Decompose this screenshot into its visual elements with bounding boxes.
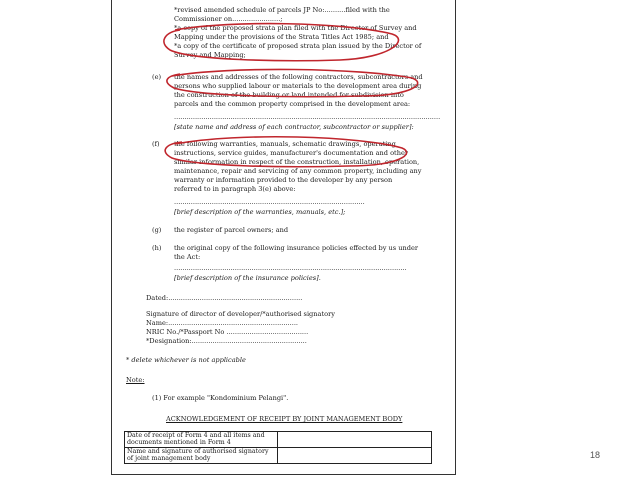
doc-line: persons who supplied labour or materials to the development area during xyxy=(174,82,422,90)
document-page xyxy=(111,0,456,475)
doc-line: similar information in respect of the construction, installation, operation, xyxy=(174,158,420,166)
doc-line: the construction of the building or land intended for subdivision into xyxy=(174,91,404,99)
doc-line: the register of parcel owners; and xyxy=(174,226,289,234)
doc-line: Mapping under the provisions of the Strata Titles Act 1985; and xyxy=(174,33,389,41)
table-row xyxy=(125,432,432,448)
item-label-f: (f) xyxy=(152,140,160,148)
doc-line: *a copy of the proposed strata plan filed with the Director of Survey and xyxy=(174,24,417,32)
page-number: 18 xyxy=(590,450,601,460)
table-cell-value xyxy=(278,432,432,448)
dotted-line: ............................................................................................................................... xyxy=(174,113,441,121)
note-item: (1) For example "Kondominium Pelangi". xyxy=(152,394,289,402)
bracket-note: [brief description of the insurance policies]. xyxy=(174,274,321,282)
item-label-g: (g) xyxy=(152,226,162,234)
doc-line: the original copy of the following insurance policies effected by us under xyxy=(174,244,419,252)
doc-line: instructions, service guides, manufacturer's documentation and other xyxy=(174,149,409,157)
dotted-line: ........................................................................................... xyxy=(174,198,365,206)
doc-line: *a copy of the certificate of proposed strata plan issued by the Director of xyxy=(174,42,422,50)
name-line: Name:.............................................................. xyxy=(146,319,299,327)
doc-line: Commissioner on.......................; xyxy=(174,15,283,23)
note-heading: Note: xyxy=(126,376,145,384)
dated-line: Dated:................................................................ xyxy=(146,294,303,302)
doc-line: the names and addresses of the following contractors, subcontractors and xyxy=(174,73,423,81)
table-cell-value xyxy=(278,448,432,464)
table-cell-label: Name and signature of authorised signatory of joint management body xyxy=(125,448,278,464)
designation-line: *Designation:....................................................... xyxy=(146,337,307,345)
doc-line: *revised amended schedule of parcels JP No:..........filed with the xyxy=(174,6,390,14)
item-label-e: (e) xyxy=(152,73,162,81)
ack-heading: ACKNOWLEDGEMENT OF RECEIPT BY JOINT MANAGEMENT BODY xyxy=(166,415,403,423)
dotted-line: ............................................................................................................... xyxy=(174,264,407,272)
doc-line: parcels and the common property comprised in the development area: xyxy=(174,100,411,108)
table-row xyxy=(125,448,432,464)
doc-line: the following warranties, manuals, schematic drawings, operating xyxy=(174,140,396,148)
item-label-h: (h) xyxy=(152,244,162,252)
doc-line: the Act: xyxy=(174,253,201,261)
ack-table xyxy=(124,431,432,464)
doc-line: referred to in paragraph 3(e) above: xyxy=(174,185,296,193)
table-cell-label: Date of receipt of Form 4 and all items and documents mentioned in Form 4 xyxy=(125,432,278,448)
doc-line: Survey and Mapping; xyxy=(174,51,246,59)
bracket-note: [brief description of the warranties, manuals, etc.]; xyxy=(174,208,346,216)
nric-line: NRIC No./*Passport No ....................................... xyxy=(146,328,309,336)
doc-line: warranty or information provided to the developer by any person xyxy=(174,176,393,184)
bracket-note: [state name and address of each contractor, subcontractor or supplier]: xyxy=(174,123,414,131)
signature-line: Signature of director of developer/*authorised signatory xyxy=(146,310,335,318)
delete-note: * delete whichever is not applicable xyxy=(126,356,246,364)
doc-line: maintenance, repair and servicing of any common property, including any xyxy=(174,167,422,175)
